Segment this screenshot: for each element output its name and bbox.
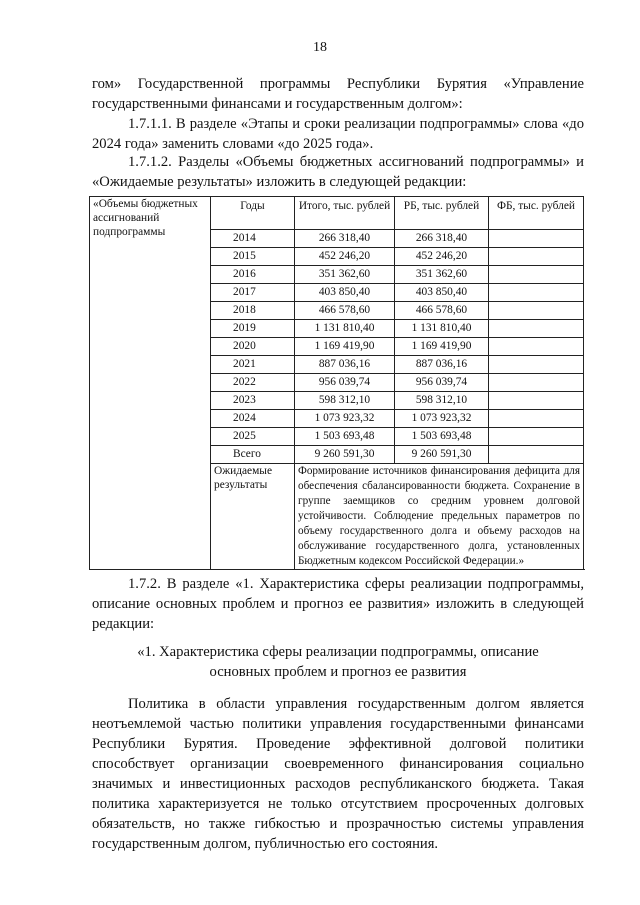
total-cell: 956 039,74 xyxy=(295,374,395,392)
fb-cell xyxy=(489,302,584,320)
rb-cell: 1 073 923,32 xyxy=(395,410,489,428)
header-total: Итого, тыс. рублей xyxy=(295,197,395,230)
year-cell: 2015 xyxy=(211,248,295,266)
fb-cell xyxy=(489,356,584,374)
rb-cell: 466 578,60 xyxy=(395,302,489,320)
year-cell: 2021 xyxy=(211,356,295,374)
rb-cell: 452 246,20 xyxy=(395,248,489,266)
year-cell: 2022 xyxy=(211,374,295,392)
total-cell: 887 036,16 xyxy=(295,356,395,374)
rb-cell: 403 850,40 xyxy=(395,284,489,302)
total-cell: 1 073 923,32 xyxy=(295,410,395,428)
year-cell: 2020 xyxy=(211,338,295,356)
section-heading-line-1: «1. Характеристика сферы реализации подпрограммы, описание xyxy=(137,644,539,660)
budget-table-body xyxy=(90,197,584,570)
budget-table xyxy=(89,196,584,570)
paragraph-1-7-1-2: 1.7.1.2. Разделы «Объемы бюджетных ассигнований подпрограммы» и «Ожидаемые результаты» изложить в следующей редакции: xyxy=(92,154,584,190)
paragraph-1-7-2: 1.7.2. В разделе «1. Характеристика сферы реализации подпрограммы, описание основных проблем и прогноз ее развития» изложить в следующей редакции: xyxy=(92,576,584,632)
fb-cell xyxy=(489,374,584,392)
fb-cell xyxy=(489,338,584,356)
page-number: 18 xyxy=(313,40,327,55)
total-cell: 1 131 810,40 xyxy=(295,320,395,338)
total-cell: 466 578,60 xyxy=(295,302,395,320)
header-rb: РБ, тыс. рублей xyxy=(395,197,489,230)
volumes-label: «Объемы бюджетных ассигнований подпрограммы xyxy=(90,197,211,570)
results-text: Формирование источников финансирования дефицита для обеспечения сбалансированности бюджета. Сохранение в группе заемщиков со средним уровнем долговой устойчивости. Соблюдение предельных параметров по объему государственного долга и объему расходов на обслуживание государственного долга, установленных Бюджетным кодексом Российской Федерации.» xyxy=(295,464,584,570)
year-cell: 2014 xyxy=(211,230,295,248)
fb-cell xyxy=(489,428,584,446)
total-cell: 9 260 591,30 xyxy=(295,446,395,464)
total-cell: 452 246,20 xyxy=(295,248,395,266)
results-label: Ожидаемые результаты xyxy=(211,464,295,570)
header-years: Годы xyxy=(211,197,295,230)
total-cell: 1 169 419,90 xyxy=(295,338,395,356)
total-cell: 266 318,40 xyxy=(295,230,395,248)
paragraph-1-7-1-1: 1.7.1.1. В разделе «Этапы и сроки реализации подпрограммы» слова «до 2024 года» заменить словами «до 2025 года». xyxy=(92,116,584,152)
fb-cell xyxy=(489,266,584,284)
rb-cell: 9 260 591,30 xyxy=(395,446,489,464)
total-cell: 403 850,40 xyxy=(295,284,395,302)
total-cell: 598 312,10 xyxy=(295,392,395,410)
rb-cell: 598 312,10 xyxy=(395,392,489,410)
fb-cell xyxy=(489,410,584,428)
fb-cell xyxy=(489,284,584,302)
rb-cell: 887 036,16 xyxy=(395,356,489,374)
rb-cell: 956 039,74 xyxy=(395,374,489,392)
year-cell: 2018 xyxy=(211,302,295,320)
total-cell: 1 503 693,48 xyxy=(295,428,395,446)
budget-header-row xyxy=(90,197,584,230)
header-fb: ФБ, тыс. рублей xyxy=(489,197,584,230)
fb-cell xyxy=(489,230,584,248)
rb-cell: 351 362,60 xyxy=(395,266,489,284)
fb-cell xyxy=(489,248,584,266)
section-heading-line-2: основных проблем и прогноз ее развития xyxy=(209,664,467,680)
year-cell: 2025 xyxy=(211,428,295,446)
fb-cell xyxy=(489,320,584,338)
section-heading xyxy=(92,642,584,682)
year-cell: 2019 xyxy=(211,320,295,338)
year-cell: 2017 xyxy=(211,284,295,302)
rb-cell: 1 503 693,48 xyxy=(395,428,489,446)
rb-cell: 1 169 419,90 xyxy=(395,338,489,356)
year-cell: Всего xyxy=(211,446,295,464)
year-cell: 2024 xyxy=(211,410,295,428)
rb-cell: 1 131 810,40 xyxy=(395,320,489,338)
paragraph-debt-policy: Политика в области управления государственным долгом является неотъемлемой частью политики управления государственными финансами Республики Бурятия. Проведение эффективной долговой политики способствует организации своевременного финансирования социально значимых и инвестиционных расходов республиканского бюджета. Такая политика характеризуется не только отсутствием просроченных долговых обязательств, но также гибкостью и прозрачностью системы управления государственным долгом, публичностью его состояния. xyxy=(92,696,584,852)
paragraph-intro: гом» Государственной программы Республики Бурятия «Управление государственными финансами и государственным долгом»: xyxy=(92,76,584,112)
total-cell: 351 362,60 xyxy=(295,266,395,284)
rb-cell: 266 318,40 xyxy=(395,230,489,248)
year-cell: 2023 xyxy=(211,392,295,410)
year-cell: 2016 xyxy=(211,266,295,284)
fb-cell xyxy=(489,392,584,410)
fb-cell xyxy=(489,446,584,464)
